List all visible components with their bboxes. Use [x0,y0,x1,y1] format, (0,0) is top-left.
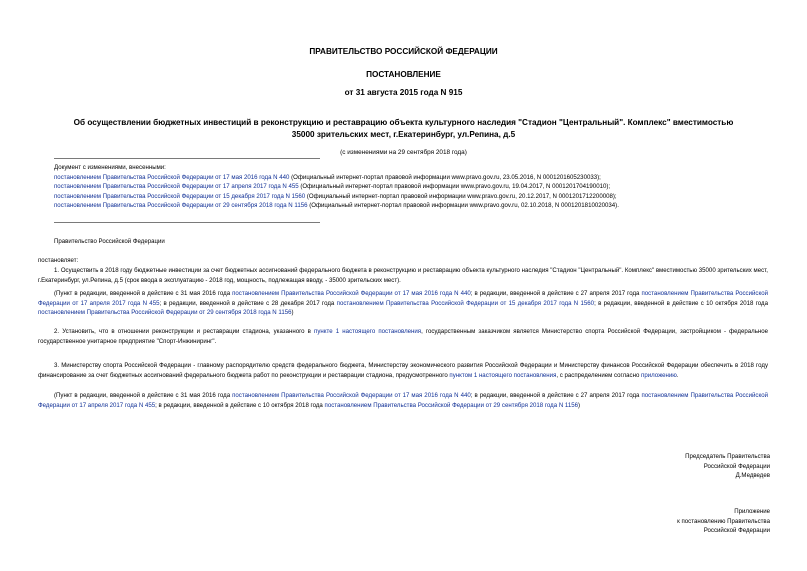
paragraph-1: 1. Осуществить в 2018 году бюджетные инвестиции за счет бюджетных ассигнований федерального бюджета в реконструкцию и реставрацию объекта культурного наследия "Стадион "Центральный". Комплекс" вместимостью 35000 зрительских мест, г.Екатеринбург, ул.Репина, д.5 (срок ввода в эксплуатацию - 2018 год, мощность, подлежащая вводу, - 35000 зрительских мест). [38,267,768,284]
clause-link[interactable]: пунктом 1 настоящего постановления [449,371,557,379]
amendment-item [54,201,619,211]
amendment-item [54,192,619,202]
amendment-item [54,182,619,192]
document-title-line-1: Об осуществлении бюджетных инвестиций в реконструкцию и реставрацию объекта культурного наследия "Стадион "Центральный". Комплекс" вместимостью [73,118,734,127]
amendment-source: (Официальный интернет-портал правовой информации www.pravo.gov.ru, 19.04.2017, N 0001201704190010); [298,183,611,190]
amendment-link[interactable]: постановлением Правительства Российской Федерации от 29 сентября 2018 года N 1156 [54,202,308,209]
amendment-link[interactable]: постановлением Правительства Российской Федерации от 15 декабря 2017 года N 1560 [336,299,595,307]
amendment-source: (Официальный интернет-портал правовой информации www.pravo.gov.ru, 23.05.2016, N 0001201605230033); [289,173,601,181]
amendment-link[interactable]: постановлением Правительства Российской Федерации от 17 апреля 2017 года N 455 [38,290,768,307]
divider-top [54,158,320,159]
signature-organization: Российской Федерации [703,462,770,470]
divider-bottom [54,222,320,223]
amendment-link[interactable]: постановлением Правительства Российской Федерации от 15 декабря 2017 года N 1560 [54,192,306,200]
document-type: ПОСТАНОВЛЕНИЕ [366,70,441,79]
amendment-source: (Официальный интернет-портал правовой информации www.pravo.gov.ru, 20.12.2017, N 0001201712200008); [305,192,617,200]
document-title-line-2: 35000 зрительских мест, г.Екатеринбург, ул.Репина, д.5 [291,130,516,139]
amendment-source: (Официальный интернет-портал правовой информации www.pravo.gov.ru, 02.10.2018, N 0001201810020034). [307,202,619,209]
paragraph-1-note: (Пункт в редакции, введенной в действие с 31 мая 2016 года постановлением Правительства Российской Федерации от 17 мая 2016 года N 440; в редакции, введенной в действие с 27 апреля 2017 года постановлением Правительства Российской Федерации от 17 апреля 2017 года N 455; в редакции, введенной в действие с 28 декабря 2017 года постановлением Правительства Российской Федерации от 15 декабря 2017 года N 1560; в редакции, введенной в действие с 10 октября 2018 года постановлением Правительства Российской Федерации от 29 сентября 2018 года N 1156) [38,290,768,316]
amendments-intro: Документ с изменениями, внесенными: [54,164,166,171]
amendment-link[interactable]: постановлением Правительства Российской Федерации от 17 апреля 2017 года N 455 [54,183,299,190]
appendix-link[interactable]: приложению [641,371,677,379]
appendix-reference: к постановлению Правительства [677,517,770,525]
amendment-link[interactable]: постановлением Правительства Российской Федерации от 17 мая 2016 года N 440 [54,173,290,181]
amendment-link[interactable]: постановлением Правительства Российской Федерации от 29 сентября 2018 года N 1156 [38,309,292,316]
clause-link[interactable]: пункте 1 настоящего постановления [314,328,422,335]
amendment-link[interactable]: постановлением Правительства Российской Федерации от 29 сентября 2018 года N 1156 [324,401,579,409]
amendment-link[interactable]: постановлением Правительства Российской Федерации от 17 мая 2016 года N 440 [232,392,471,399]
appendix-organization: Российской Федерации [703,527,770,534]
appendix-title: Приложение [734,508,770,515]
signature-name: Д.Медведев [735,472,770,479]
paragraph-2: 2. Установить, что в отношении реконструкции и реставрации стадиона, указанного в пункте 1 настоящего постановления, государственным заказчиком является Министерство спорта Российской Федерации, застройщиком - федеральное государственное унитарное предприятие "Спорт-Инжиниринг". [38,328,769,345]
amendment-item [54,173,619,183]
paragraph-3: 3. Министерству спорта Российской Федерации - главному распорядителю средств федерального бюджета, Министерству экономического развития Российской Федерации и Министерству финансов Российской Федерации обеспечить в 2018 году финансирование за счет бюджетных ассигнований федерального бюджета работ по реконструкции и реставрации стадиона, предусмотренного пунктом 1 настоящего постановления, с распределением согласно приложению. [38,362,768,379]
paragraph-3-note: (Пункт в редакции, введенной в действие с 31 мая 2016 года постановлением Правительства Российской Федерации от 17 мая 2016 года N 440; в редакции, введенной в действие с 27 апреля 2017 года постановлением Правительства Российской Федерации от 17 апреля 2017 года N 455; в редакции, введенной в действие с 10 октября 2018 года постановлением Правительства Российской Федерации от 29 сентября 2018 года N 1156) [38,392,768,409]
signature-position: Председатель Правительства [685,453,770,460]
amendments-list [54,163,619,211]
appendix-header [510,507,770,536]
signature-block [510,452,770,481]
document-date-number: от 31 августа 2015 года N 915 [344,88,463,97]
issuer: Правительство Российской Федерации [54,238,165,245]
amendment-link[interactable]: постановлением Правительства Российской Федерации от 17 мая 2016 года N 440 [232,290,471,297]
resolves: постановляет: [38,257,79,264]
amendment-link[interactable]: постановлением Правительства Российской Федерации от 17 апреля 2017 года N 455 [38,392,768,409]
government-name: ПРАВИТЕЛЬСТВО РОССИЙСКОЙ ФЕДЕРАЦИИ [309,47,498,56]
changes-note: (с изменениями на 29 сентября 2018 года) [340,149,467,156]
